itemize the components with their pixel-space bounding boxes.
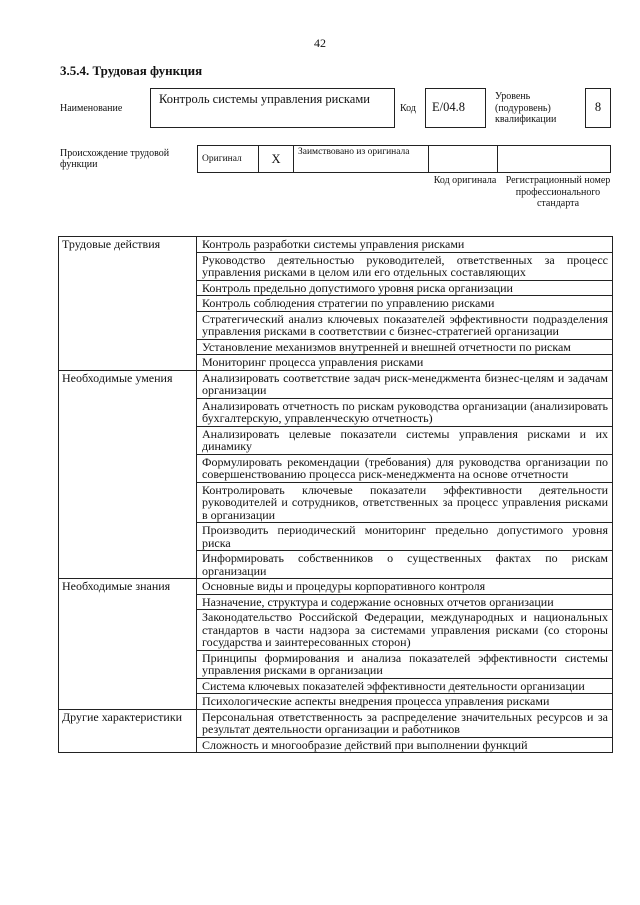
section-item: Сложность и многообразие действий при выполнении функций	[197, 737, 613, 753]
table-row	[59, 709, 613, 737]
origin-label: Происхождение трудовой функции	[60, 148, 170, 170]
reg-number-cell	[498, 146, 611, 173]
code-label: Код	[400, 103, 416, 114]
section-item: Анализировать соответствие задач риск-менеджмента бизнес-целям и задачам организации	[197, 370, 613, 398]
reg-number-label: Регистрационный номер профессионального стандарта	[505, 175, 611, 209]
function-table	[58, 236, 613, 753]
section-item: Контроль разработки системы управления рисками	[197, 237, 613, 253]
section-item: Установление механизмов внутренней и внешней отчетности по рискам	[197, 339, 613, 355]
section-item: Производить периодический мониторинг предельно допустимого уровня риска	[197, 523, 613, 551]
section-item: Назначение, структура и содержание основных отчетов организации	[197, 594, 613, 610]
section-item: Персональная ответственность за распределение значительных ресурсов и за результат деятельности организации и работников	[197, 709, 613, 737]
section-item: Контроль предельно допустимого уровня риска организации	[197, 280, 613, 296]
section-label: Необходимые знания	[59, 579, 197, 710]
code-original-cell	[429, 146, 498, 173]
original-mark: X	[259, 146, 294, 173]
table-row	[59, 237, 613, 253]
section-item: Формулировать рекомендации (требования) для руководства организации по совершенствованию процесса риск-менеджмента на основе отчетности	[197, 454, 613, 482]
table-row	[59, 370, 613, 398]
section-label: Другие характеристики	[59, 709, 197, 753]
page-number: 42	[314, 36, 326, 50]
section-item: Информировать собственников о существенных фактах по рискам организации	[197, 551, 613, 579]
section-title: 3.5.4. Трудовая функция	[60, 63, 203, 78]
section-item: Основные виды и процедуры корпоративного контроля	[197, 579, 613, 595]
section-item: Анализировать отчетность по рискам руководства организации (анализировать бухгалтерскую, управленческую отчетность)	[197, 398, 613, 426]
section-item: Система ключевых показателей эффективности деятельности организации	[197, 678, 613, 694]
level-label	[495, 91, 573, 126]
borrowed-label: Заимствовано из оригинала	[294, 146, 429, 173]
name-label: Наименование	[60, 103, 123, 114]
original-label: Оригинал	[198, 146, 259, 173]
section-item: Анализировать целевые показатели системы управления рисками и их динамику	[197, 426, 613, 454]
section-label: Трудовые действия	[59, 237, 197, 371]
level-label-text: Уровень (подуровень) квалификации	[495, 91, 557, 125]
code-value: E/04.8	[425, 88, 486, 128]
section-item: Психологические аспекты внедрения процесса управления рисками	[197, 694, 613, 710]
origin-table	[197, 145, 611, 173]
section-item: Мониторинг процесса управления рисками	[197, 355, 613, 371]
name-value: Контроль системы управления рисками	[150, 88, 395, 128]
level-value: 8	[585, 88, 611, 128]
section-item: Контролировать ключевые показатели эффективности деятельности руководителей и сотрудников, ответственных за процесс управления рисками в организации	[197, 482, 613, 523]
section-item: Контроль соблюдения стратегии по управлению рисками	[197, 296, 613, 312]
table-row	[59, 579, 613, 595]
section-item: Законодательство Российской Федерации, международных и национальных стандартов в части надзора за системами управления рисками (со стороны государства и заинтересованных сторон)	[197, 610, 613, 651]
section-item: Стратегический анализ ключевых показателей эффективности подразделения управления рисками в соответствии с бизнес-стратегией организации	[197, 311, 613, 339]
code-original-label: Код оригинала	[433, 175, 497, 186]
section-item: Руководство деятельностью руководителей, ответственных за процесс управления рисками в целом или его отдельных составляющих	[197, 252, 613, 280]
section-label: Необходимые умения	[59, 370, 197, 579]
section-item: Принципы формирования и анализа показателей эффективности системы управления рисками в организации	[197, 650, 613, 678]
